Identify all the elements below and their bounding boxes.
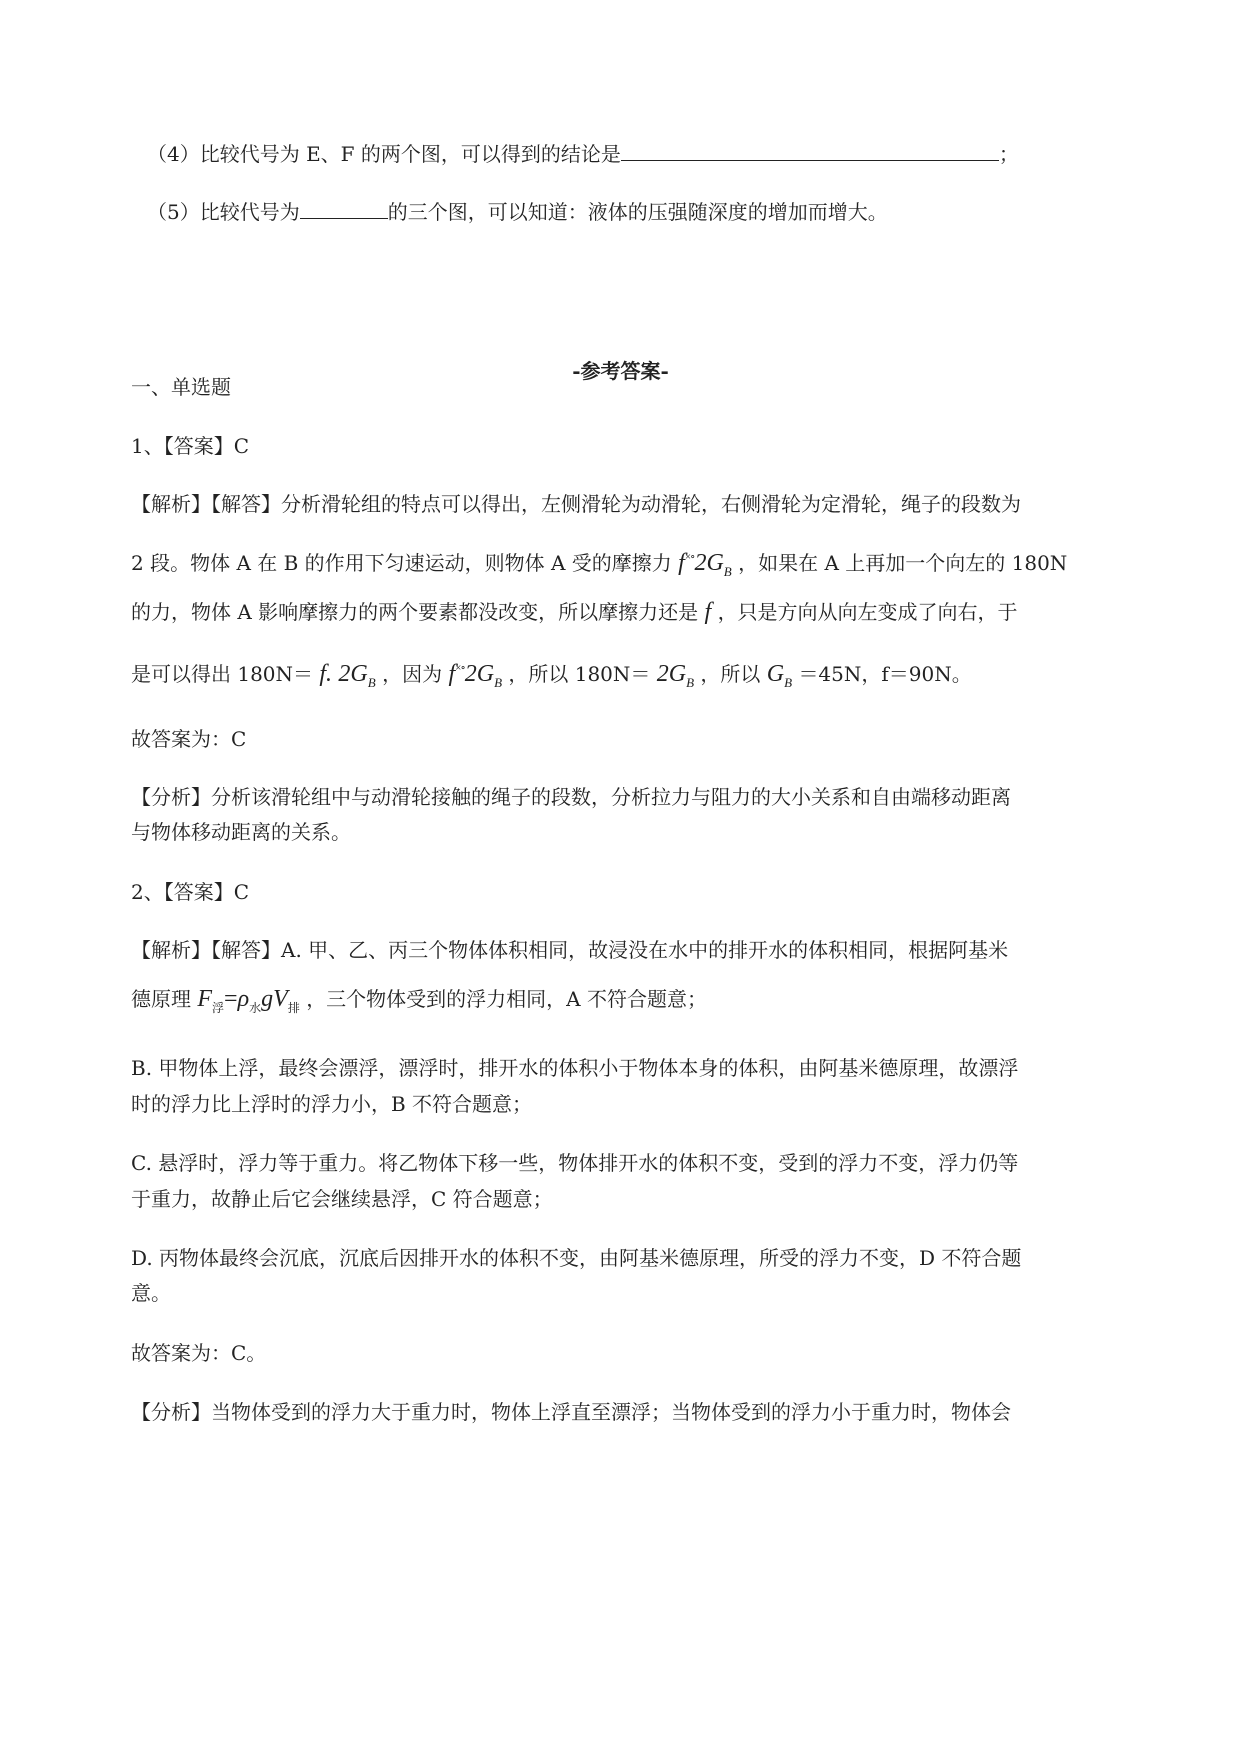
answer-1-analysis-1: 【分析】分析该滑轮组中与动滑轮接触的绳子的段数，分析拉力与阻力的大小关系和自由端移动距离 bbox=[131, 785, 1011, 809]
answer-1-analysis-2: 与物体移动距离的关系。 bbox=[131, 820, 351, 844]
formula-f-2gb-2: $f^{\times\circ}2G_B$ bbox=[448, 661, 503, 690]
answer-blank-4[interactable] bbox=[621, 140, 999, 161]
answer-2-heading: 2、【答案】C bbox=[131, 880, 250, 904]
answer-1-conclusion: 故答案为：C bbox=[131, 727, 247, 751]
question-5: （5）比较代号为 的三个图，可以知道：液体的压强随深度的增加而增大。 bbox=[147, 200, 888, 224]
answer-2-b-line-2: 时的浮力比上浮时的浮力小，B 不符合题意； bbox=[131, 1092, 533, 1116]
answer-2-d-line-1: D. 丙物体最终会沉底，沉底后因排开水的体积不变，由阿基米德原理，所受的浮力不变，D 不符合题 bbox=[131, 1246, 1022, 1270]
answer-1-line-1: 【解析】【解答】分析滑轮组的特点可以得出，左侧滑轮为动滑轮，右侧滑轮为定滑轮，绳子的段数为 bbox=[131, 492, 1021, 516]
answer-1-line-2: 2 段。物体 A 在 B 的作用下匀速运动，则物体 A 受的摩擦力 $f^{\times\circ}2G_B$ ，如果在 A 上再加一个向左的 180N bbox=[131, 550, 1068, 579]
answer-2-conclusion: 故答案为：C。 bbox=[131, 1341, 267, 1365]
answer-2-b-line-1: B. 甲物体上浮，最终会漂浮，漂浮时，排开水的体积小于物体本身的体积，由阿基米德原理，故漂浮 bbox=[131, 1056, 1019, 1080]
formula-2gb: $2G_B$ bbox=[338, 661, 376, 690]
formula-f: f bbox=[704, 599, 712, 625]
formula-2gb-2: $2G_B$ bbox=[656, 661, 695, 690]
answer-2-a-line-2: 德原理 $F_浮=\rho_水gV_排$ ，三个物体受到的浮力相同，A 不符合题意； bbox=[131, 986, 707, 1015]
section-heading: 一、单选题 bbox=[131, 375, 231, 399]
answer-1-heading: 1、【答案】C bbox=[131, 434, 250, 458]
answer-2-analysis-1: 【分析】当物体受到的浮力大于重力时，物体上浮直至漂浮；当物体受到的浮力小于重力时，物体会 bbox=[131, 1400, 1011, 1424]
answer-1-line-4: 是可以得出 180N＝ f. $2G_B$ ，因为 $f^{\times\circ}2G_B$ ，所以 $180N= 2G_B$ ，所以 $G_B =45N$，f＝90N。 bbox=[131, 661, 972, 690]
answer-2-a-line-1: 【解析】【解答】A. 甲、乙、丙三个物体体积相同，故浸没在水中的排开水的体积相同，根据阿基米 bbox=[131, 938, 1009, 962]
formula-gb: $G_B$ bbox=[766, 661, 793, 690]
question-4: （4）比较代号为 E、F 的两个图，可以得到的结论是 ； bbox=[147, 142, 1019, 166]
formula-archimedes: $F_浮=\rho_水gV_排$ bbox=[197, 986, 300, 1015]
answer-blank-5[interactable] bbox=[300, 198, 388, 219]
answer-2-c-line-2: 于重力，故静止后它会继续悬浮，C 符合题意； bbox=[131, 1187, 553, 1211]
answer-1-line-3: 的力，物体 A 影响摩擦力的两个要素都没改变，所以摩擦力还是 f ，只是方向从向左变成了向右，于 bbox=[131, 599, 1018, 625]
formula-f-2gb: $f^{\times\circ}2G_B$ bbox=[678, 550, 732, 579]
answers-title: -参考答案- bbox=[572, 359, 669, 383]
formula-f-dot: f. bbox=[319, 661, 333, 687]
answer-2-d-line-2: 意。 bbox=[131, 1281, 171, 1305]
answer-2-c-line-1: C. 悬浮时，浮力等于重力。将乙物体下移一些，物体排开水的体积不变，受到的浮力不变，浮力仍等 bbox=[131, 1151, 1019, 1175]
